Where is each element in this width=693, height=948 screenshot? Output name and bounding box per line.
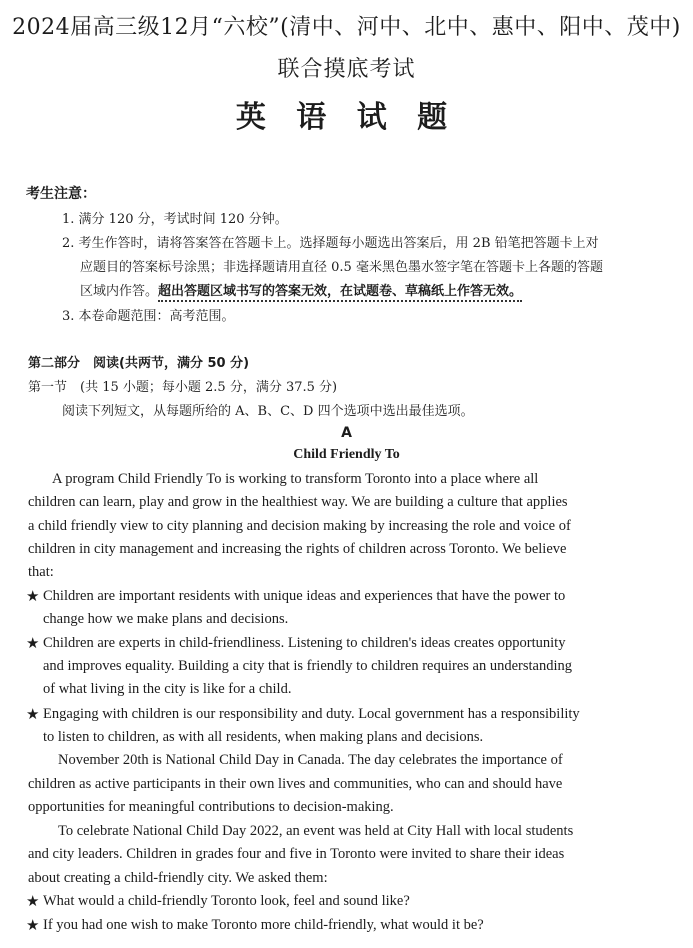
notice-item-2-line3	[80, 280, 522, 299]
passage-line: A program Child Friendly To is working to transform Toronto into a place where all	[52, 471, 539, 487]
passage-line: children in city management and increasing the rights of children across Toronto. We believe	[28, 541, 567, 557]
passage-letter: A	[341, 425, 352, 441]
passage-title: Child Friendly To	[293, 447, 400, 462]
notice-item-2-line1: 2. 考生作答时，请将答案答在答题卡上。选择题每小题选出答案后，用 2B 铅笔把答题卡上对	[62, 236, 599, 251]
passage-line: opportunities for meaningful contributions to decision-making.	[28, 799, 394, 815]
notice-item-1: 1. 满分 120 分，考试时间 120 分钟。	[62, 212, 288, 227]
notice-item-2-line2: 应题目的答案标号涂黑；非选择题请用直径 0.5 毫米黑色墨水签字笔在答题卡上各题的答题	[80, 260, 603, 275]
question-line: If you had one wish to make Toronto more child-friendly, what would it be?	[43, 917, 484, 933]
notice-heading: 考生注意：	[26, 186, 96, 202]
passage-line: and city leaders. Children in grades four and five in Toronto were invited to share their ideas	[28, 846, 565, 862]
exam-title-line2: 联合摸底考试	[277, 57, 416, 82]
notice-item-2-line3-text: 区域内作答。	[80, 284, 159, 299]
passage-line: a child friendly view to city planning and decision making by increasing the role and voice of	[28, 518, 571, 534]
passage-line: children as active participants in their own lives and communities, who can and should have	[28, 776, 563, 792]
subsection-heading: 第一节 (共 15 小题；每小题 2.5 分，满分 37.5 分)	[28, 380, 338, 395]
passage-line: that:	[28, 564, 54, 580]
exam-subject-title: 英 语 试 题	[235, 100, 458, 135]
exam-title-line1: 2024届高三级12月“六校”(清中、河中、北中、惠中、阳中、茂中)	[12, 15, 681, 40]
bullet-line: change how we make plans and decisions.	[43, 611, 289, 627]
star-bullet-icon: ★	[26, 587, 40, 605]
bullet-line: to listen to children, as with all residents, when making plans and decisions.	[43, 729, 484, 745]
passage-line: about creating a child-friendly city. We asked them:	[28, 870, 328, 886]
notice-emphasis: 超出答题区域书写的答案无效，在试题卷、草稿纸上作答无效。	[158, 284, 522, 302]
star-bullet-icon: ★	[26, 916, 40, 934]
star-bullet-icon: ★	[26, 634, 40, 652]
bullet-line: of what living in the city is like for a child.	[43, 681, 292, 697]
star-bullet-icon: ★	[26, 705, 40, 723]
star-bullet-icon: ★	[26, 892, 40, 910]
bullet-line: and improves equality. Building a city that is friendly to children requires an understanding	[43, 658, 572, 674]
question-line: What would a child-friendly Toronto look, feel and sound like?	[43, 893, 410, 909]
bullet-line: Children are experts in child-friendliness. Listening to children's ideas creates opportunity	[43, 635, 566, 651]
instruction-text: 阅读下列短文，从每题所给的 A、B、C、D 四个选项中选出最佳选项。	[62, 404, 474, 419]
passage-line: November 20th is National Child Day in Canada. The day celebrates the importance of	[58, 752, 563, 768]
notice-item-3: 3. 本卷命题范围：高考范围。	[62, 309, 235, 324]
bullet-line: Engaging with children is our responsibility and duty. Local government has a responsibility	[43, 706, 580, 722]
bullet-line: Children are important residents with unique ideas and experiences that have the power to	[43, 588, 566, 604]
passage-line: To celebrate National Child Day 2022, an event was held at City Hall with local students	[58, 823, 574, 839]
passage-line: children can learn, play and grow in the healthiest way. We are building a culture that applies	[28, 494, 568, 510]
part-heading: 第二部分 阅读(共两节，满分 50 分)	[28, 356, 250, 371]
